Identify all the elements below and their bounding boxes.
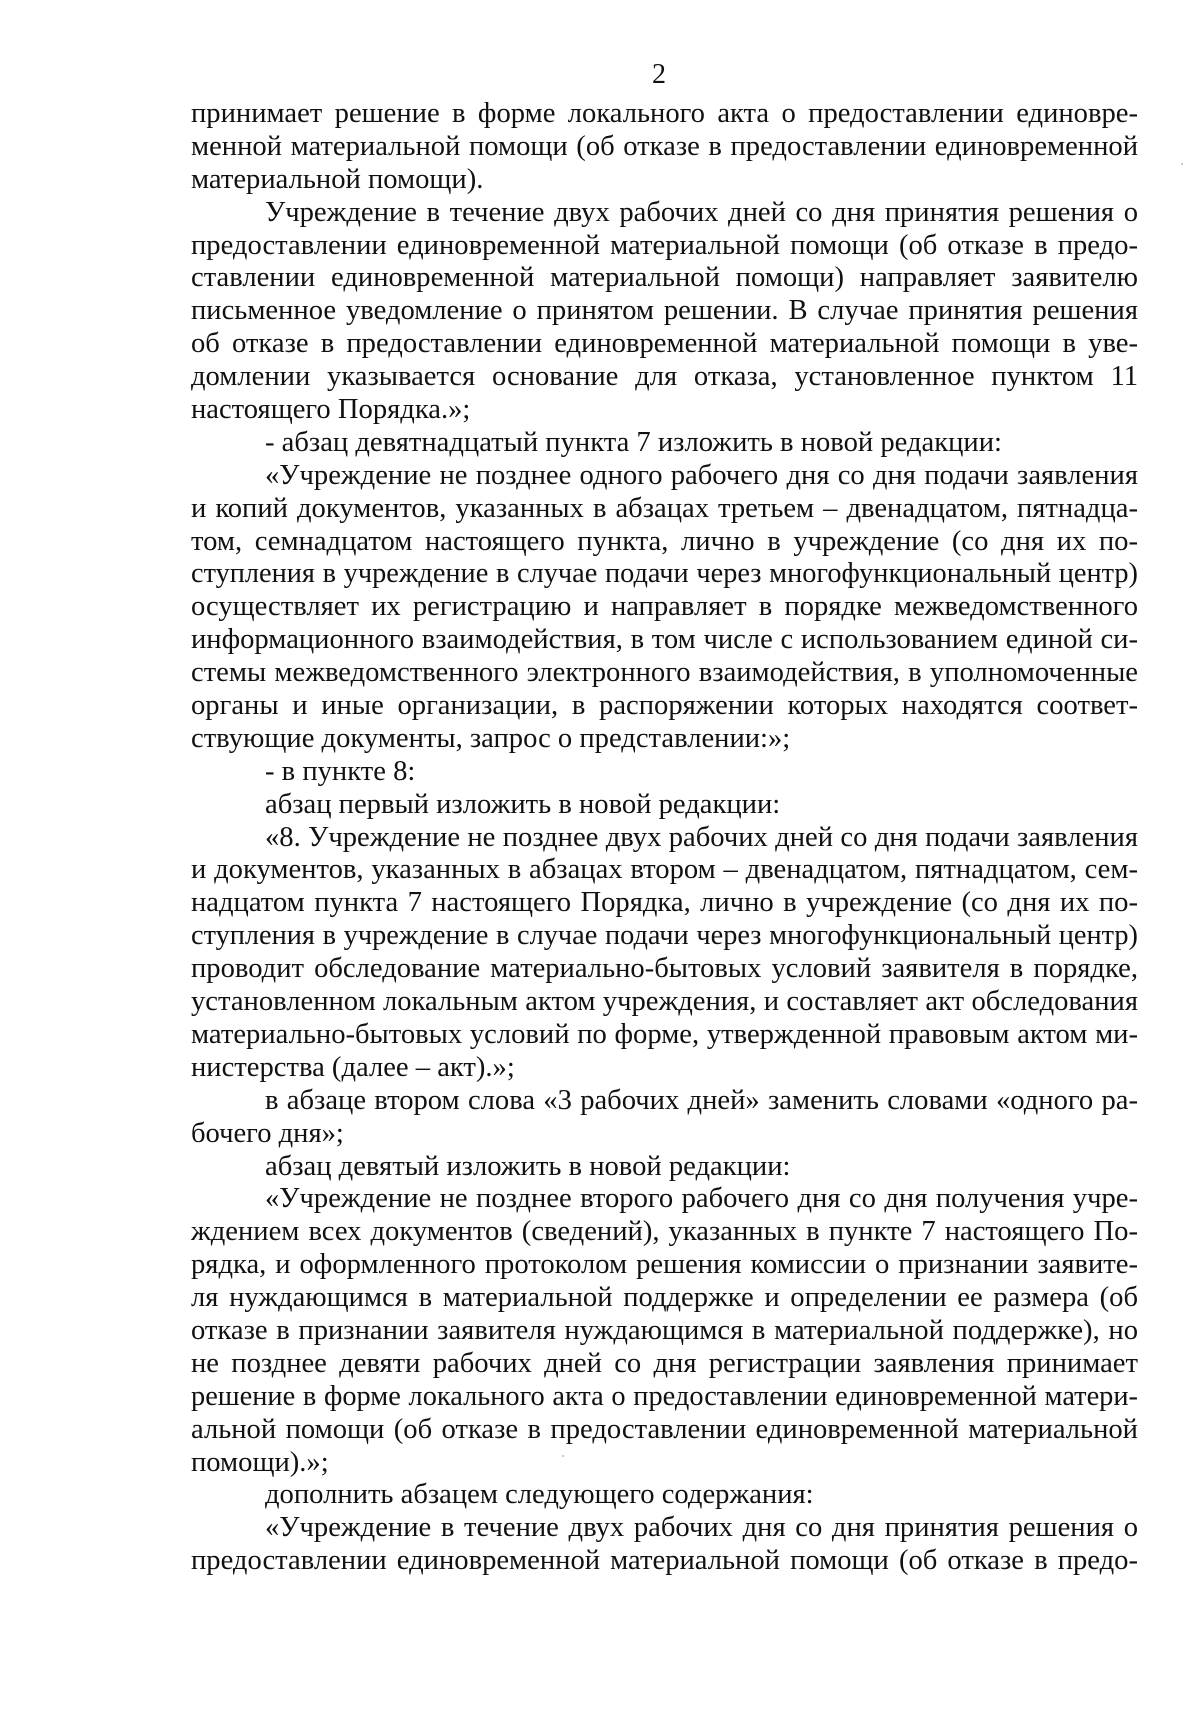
document-line: ля нуждающимся в материальной поддержке и определении ее размера (об: [191, 1282, 1138, 1314]
document-line: дополнить абзацем следующего содержания:: [265, 1479, 814, 1511]
document-line: решение в форме локального акта о предоставлении единовременной матери-: [191, 1380, 1138, 1412]
document-line: рядка, и оформленного протоколом решения комиссии о признании заявите-: [191, 1249, 1138, 1281]
document-line: «Учреждение в течение двух рабочих дня со дня принятия решения о: [265, 1512, 1138, 1544]
document-line: не позднее девяти рабочих дней со дня регистрации заявления принимает: [191, 1347, 1138, 1379]
document-line: бочего дня»;: [191, 1117, 344, 1149]
document-line: «Учреждение не позднее одного рабочего дня со дня подачи заявления: [265, 459, 1138, 491]
document-line: принимает решение в форме локального акта о предоставлении единовре-: [191, 98, 1138, 129]
document-line: Учреждение в течение двух рабочих дней со дня принятия решения о: [265, 196, 1138, 228]
document-line: том, семнадцатом настоящего пункта, лично в учреждение (со дня их по-: [191, 525, 1138, 557]
document-line: - абзац девятнадцатый пункта 7 изложить в новой редакции:: [265, 426, 1002, 458]
document-line: письменное уведомление о принятом решении. В случае принятия решения: [191, 295, 1138, 327]
document-line: абзац девятый изложить в новой редакции:: [265, 1150, 791, 1182]
document-line: настоящего Порядка.»;: [191, 394, 471, 426]
document-line: абзац первый изложить в новой редакции:: [265, 788, 781, 820]
document-line: предоставлении единовременной материальной помощи (об отказе в предо-: [191, 1545, 1138, 1577]
document-line: помощи).»;: [191, 1446, 329, 1478]
document-line: установленном локальным актом учреждения, и составляет акт обследования: [191, 986, 1138, 1018]
document-line: и копий документов, указанных в абзацах третьем – двенадцатом, пятнадца-: [191, 492, 1138, 524]
document-line: информационного взаимодействия, в том числе с использованием единой си-: [191, 624, 1138, 656]
document-line: - в пункте 8:: [265, 755, 416, 787]
scan-speck: [1181, 163, 1183, 165]
document-line: и документов, указанных в абзацах втором – двенадцатом, пятнадцатом, сем-: [191, 854, 1138, 886]
document-line: альной помощи (об отказе в предоставлении единовременной материальной: [191, 1413, 1138, 1445]
document-line: осуществляет их регистрацию и направляет в порядке межведомственного: [191, 591, 1138, 623]
document-line: ждением всех документов (сведений), указанных в пункте 7 настоящего По-: [191, 1216, 1138, 1248]
document-line: ступления в учреждение в случае подачи через многофункциональный центр): [191, 920, 1138, 952]
document-line: стемы межведомственного электронного взаимодействия, в уполномоченные: [191, 657, 1138, 689]
document-line: предоставлении единовременной материальной помощи (об отказе в предо-: [191, 229, 1138, 261]
document-line: домлении указывается основание для отказа, установленное пунктом 11: [191, 361, 1138, 393]
document-line: «Учреждение не позднее второго рабочего дня со дня получения учре-: [265, 1183, 1138, 1215]
document-line: надцатом пункта 7 настоящего Порядка, лично в учреждение (со дня их по-: [191, 887, 1138, 919]
document-line: материально-бытовых условий по форме, утвержденной правовым актом ми-: [191, 1018, 1138, 1050]
document-line: проводит обследование материально-бытовых условий заявителя в порядке,: [191, 953, 1138, 985]
document-line: ступления в учреждение в случае подачи через многофункциональный центр): [191, 558, 1138, 590]
document-line: об отказе в предоставлении единовременной материальной помощи в уве-: [191, 328, 1138, 360]
document-line: нистерства (далее – акт).»;: [191, 1051, 515, 1083]
document-line: отказе в признании заявителя нуждающимся в материальной поддержке), но: [191, 1314, 1138, 1346]
document-line: ствующие документы, запрос о представлении:»;: [191, 722, 791, 754]
document-line: материальной помощи).: [191, 163, 484, 195]
page-number: 2: [652, 59, 666, 90]
scan-speck: [562, 1455, 564, 1457]
document-line: в абзаце втором слова «3 рабочих дней» заменить словами «одного ра-: [265, 1084, 1138, 1116]
document-line: органы и иные организации, в распоряжении которых находятся соответ-: [191, 690, 1138, 722]
document-line: ставлении единовременной материальной помощи) направляет заявителю: [191, 262, 1138, 294]
document-body: [191, 98, 1138, 1578]
document-line: менной материальной помощи (об отказе в предоставлении единовременной: [191, 130, 1138, 162]
document-line: «8. Учреждение не позднее двух рабочих дней со дня подачи заявления: [265, 821, 1138, 853]
